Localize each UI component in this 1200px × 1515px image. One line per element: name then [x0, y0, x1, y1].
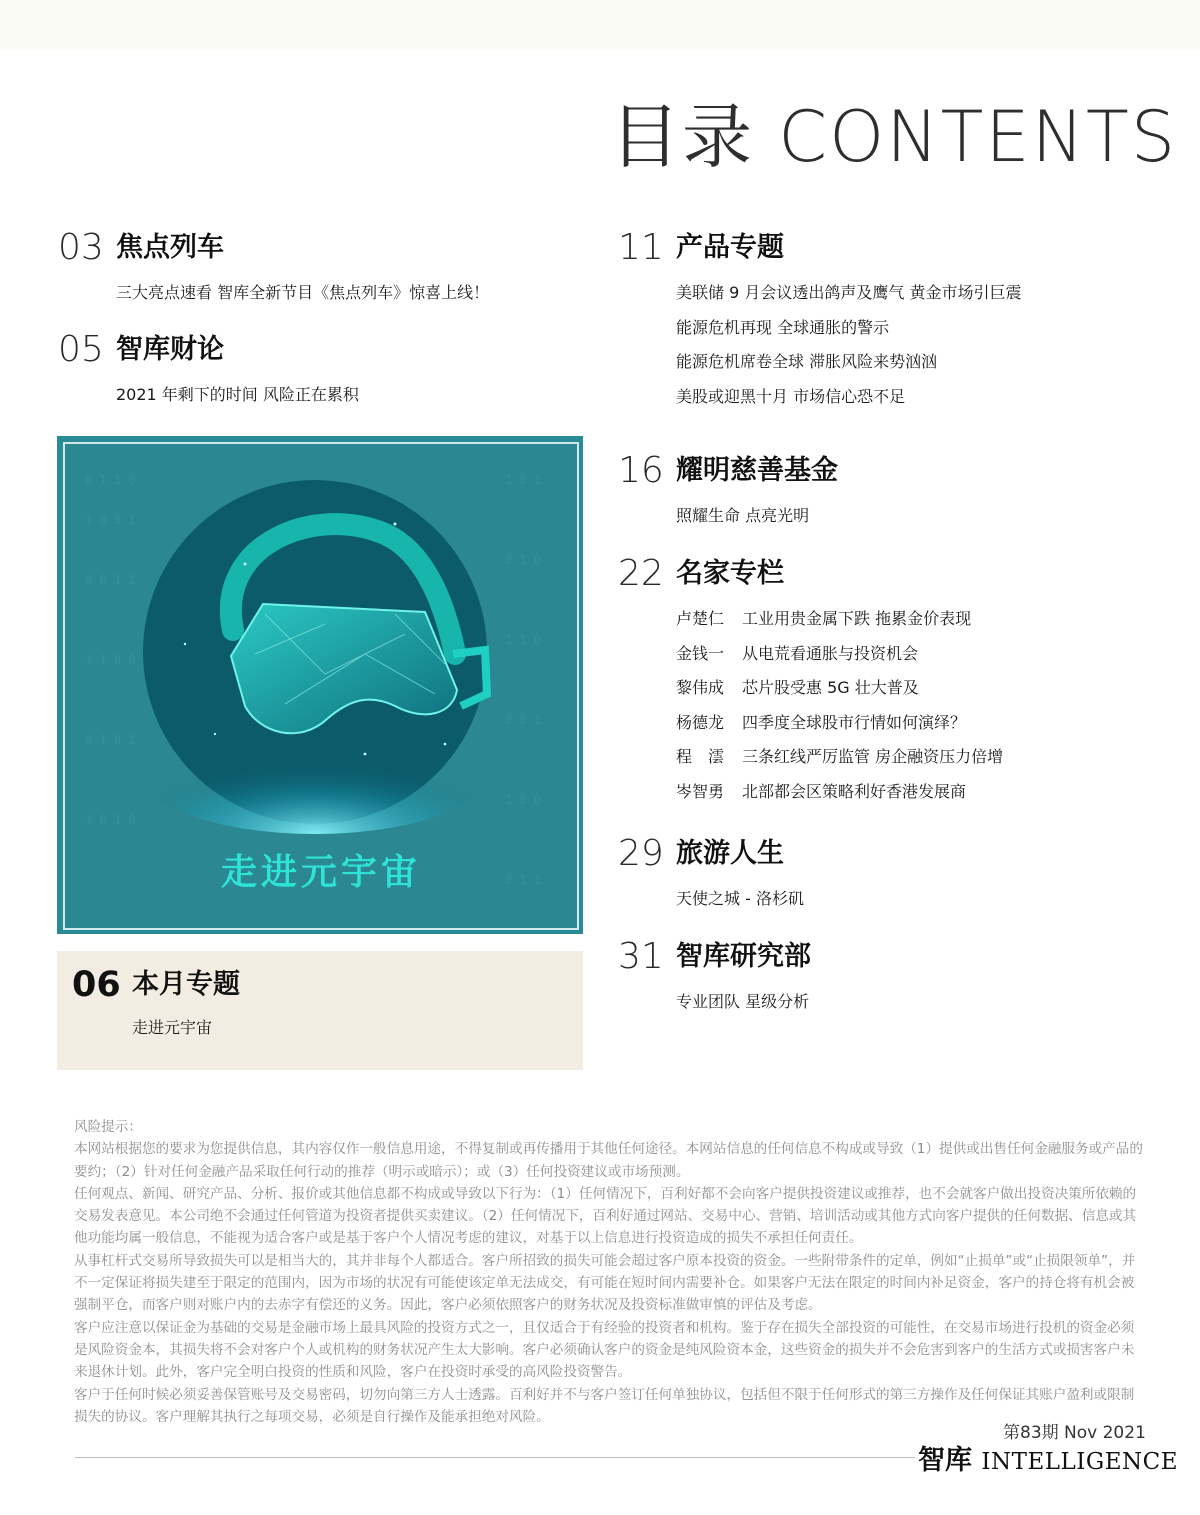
column-author: 岑智勇 — [676, 781, 725, 801]
column-author: 黎伟成 — [676, 678, 725, 697]
column-topic: 从电荒看通胀与投资机会 — [742, 643, 919, 663]
column-item[interactable] — [676, 775, 1003, 810]
risk-heading: 风险提示： — [74, 1119, 142, 1135]
logo-cn: 智库 — [918, 1445, 972, 1476]
section-number: 22 — [618, 553, 664, 594]
svg-text:0 1 0 1: 0 1 0 1 — [85, 733, 136, 747]
page-title: 目录 CONTENTS — [610, 96, 1178, 178]
section-charity-fund[interactable] — [618, 449, 1178, 539]
section-title: 焦点列车 — [116, 232, 224, 263]
risk-notice — [74, 1116, 1146, 1428]
column-topic: 四季度全球股市行情如何演绎？ — [742, 712, 967, 732]
section-finance-talk[interactable] — [58, 328, 578, 418]
footer-divider — [75, 1457, 915, 1458]
column-item[interactable] — [676, 706, 1003, 741]
column-topic: 工业用贵金属下跌 拖累金价表现 — [742, 609, 972, 628]
section-items — [676, 499, 809, 534]
section-items — [116, 276, 489, 311]
section-item[interactable]: 天使之城 - 洛杉矶 — [676, 889, 804, 908]
section-items — [676, 985, 809, 1020]
risk-paragraph: 客户应注意以保证金为基础的交易是金融市场上最具风险的投资方式之一，且仅适合于有经验的投资者和机构。鉴于存在损失全部投资的可能性，在交易市场进行投机的资金必须是风险资金本，其损失将不会对客户个人或机构的财务状况产生太大影响。客户必须确认客户的资金是纯风险资本金，这些资金的损失并不会危害到客户的生活方式或损害客户未来退休计划。此外，客户完全明白投资的性质和风险，客户在投资时承受的高风险投资警告。 — [74, 1319, 1135, 1381]
section-number: 11 — [618, 227, 664, 268]
section-focus-train[interactable] — [58, 226, 578, 316]
top-band — [0, 0, 1200, 50]
column-author: 程 澐 — [676, 747, 725, 766]
section-title: 智库财论 — [116, 334, 224, 365]
column-topic: 芯片股受惠 5G 壮大普及 — [742, 678, 919, 697]
section-number: 03 — [58, 227, 104, 268]
section-items — [676, 602, 1003, 809]
svg-text:0 0 1: 0 0 1 — [505, 713, 542, 727]
section-number: 05 — [58, 329, 104, 370]
section-travel-life[interactable] — [618, 832, 1178, 922]
column-topic: 三条红线严厉监管 房企融资压力倍增 — [742, 747, 1004, 766]
section-title: 智库研究部 — [676, 941, 811, 972]
svg-text:1 0 0: 1 0 0 — [505, 793, 542, 807]
column-item[interactable] — [676, 637, 1003, 672]
horizon-glow — [143, 714, 487, 834]
section-item[interactable]: 2021 年剩下的时间 风险正在累积 — [116, 385, 359, 404]
column-author: 杨德龙 — [676, 712, 725, 732]
section-research-dept[interactable] — [618, 935, 1178, 1025]
column-topic: 北部都会区策略利好香港发展商 — [742, 781, 967, 801]
column-author: 卢楚仁 — [676, 609, 725, 628]
section-item[interactable]: 美联储 9 月会议透出鸽声及鹰气 黄金市场引巨震 — [676, 283, 1022, 302]
section-item[interactable]: 三大亮点速看 智库全新节目《焦点列车》惊喜上线！ — [116, 283, 490, 302]
svg-text:1 1 0: 1 1 0 — [505, 633, 542, 647]
risk-paragraph: 本网站根据您的要求为您提供信息，其内容仅作一般信息用途，不得复制或再传播用于其他任何途径。本网站信息的任何信息不构成或导致（1）提供或出售任何金融服务或产品的要约；（2）针对任何金融产品采取任何行动的推荐（明示或暗示）；或（3）任何投资建议或市场预测。 — [74, 1141, 1143, 1180]
section-number: 29 — [618, 833, 664, 874]
feature-frame — [63, 442, 579, 930]
column-author: 金钱一 — [676, 643, 725, 663]
section-items — [676, 276, 1021, 414]
svg-text:0 1 1: 0 1 1 — [505, 873, 542, 887]
section-item[interactable]: 能源危机再现 全球通胀的警示 — [676, 317, 890, 337]
column-item[interactable] — [676, 740, 1003, 775]
section-title: 名家专栏 — [676, 558, 784, 589]
risk-paragraph: 客户于任何时候必须妥善保管账号及交易密码，切勿向第三方人士透露。百利好并不与客户签订任何单独协议，包括但不限于任何形式的第三方操作及任何保证其账户盈利或限制损失的协议。客户理解其执行之每项交易，必须是自行操作及能承担绝对风险。 — [74, 1386, 1135, 1425]
svg-text:1 1 0 0: 1 1 0 0 — [85, 653, 136, 667]
feature-caption: 走进元宇宙 — [220, 852, 421, 893]
svg-text:1 0 1 0: 1 0 1 0 — [85, 813, 136, 827]
section-item[interactable]: 专业团队 星级分析 — [676, 992, 810, 1011]
svg-text:0 1 0: 0 1 0 — [505, 553, 542, 567]
section-items — [116, 378, 359, 413]
section-number: 31 — [618, 936, 664, 977]
section-items — [676, 882, 804, 917]
section-item[interactable]: 能源危机席卷全球 滞胀风险来势汹汹 — [676, 352, 938, 371]
section-title: 耀明慈善基金 — [676, 455, 838, 486]
monthly-topic-box[interactable] — [57, 951, 583, 1070]
section-title: 旅游人生 — [676, 838, 784, 869]
section-item[interactable]: 照耀生命 点亮光明 — [676, 506, 810, 525]
logo-en: INTELLIGENCE — [981, 1449, 1179, 1475]
section-product-topics[interactable] — [618, 226, 1178, 416]
svg-text:0 0 1 1: 0 0 1 1 — [85, 573, 136, 587]
section-item[interactable]: 走进元宇宙 — [132, 1018, 213, 1037]
section-item[interactable]: 美股或迎黑十月 市场信心恐不足 — [676, 386, 906, 406]
section-title: 本月专题 — [132, 969, 240, 1000]
section-number: 06 — [72, 965, 121, 1005]
issue-label: 第83期 Nov 2021 — [1003, 1423, 1146, 1443]
svg-text:1 0 0 1: 1 0 0 1 — [85, 513, 136, 527]
section-expert-columns[interactable] — [618, 552, 1178, 812]
column-item[interactable] — [676, 602, 1003, 637]
svg-text:1 0 1: 1 0 1 — [505, 473, 542, 487]
svg-text:0 1 1 0: 0 1 1 0 — [85, 473, 136, 487]
feature-image[interactable] — [57, 436, 583, 934]
section-title: 产品专题 — [676, 232, 784, 263]
brand-logo — [918, 1438, 1178, 1477]
column-item[interactable] — [676, 671, 1003, 706]
risk-paragraph: 任何观点、新闻、研究产品、分析、报价或其他信息都不构成或导致以下行为：（1）任何情况下，百利好都不会向客户提供投资建议或推荐，也不会就客户做出投资决策所依赖的交易发表意见。本公司绝不会通过任何管道为投资者提供买卖建议。（2）任何情况下，百利好通过网站、交易中心、营销、培训活动或其他方式向客户提供的任何数据、信息或其他功能均属一般信息，不能视为适合客户或是基于客户个人情况考虑的建议，对基于以上信息进行投资造成的损失不承担任何责任。 — [74, 1185, 1137, 1247]
section-number: 16 — [618, 450, 664, 491]
risk-paragraph: 从事杠杆式交易所导致损失可以是相当大的，其并非每个人都适合。客户所招致的损失可能会超过客户原本投资的资金。一些附带条件的定单，例如“止损单”或“止损限领单”，并不一定保证将损失建至于限定的范围内，因为市场的状况有可能使该定单无法成交，有可能在短时间内需要补仓。如果客户无法在限定的时间内补足资金，客户的持仓将有机会被强制平仓，而客户则对账户内的去赤字有偿还的义务。因此，客户必须依照客户的财务状况及投资标准做审慎的评估及考虑。 — [74, 1252, 1136, 1314]
